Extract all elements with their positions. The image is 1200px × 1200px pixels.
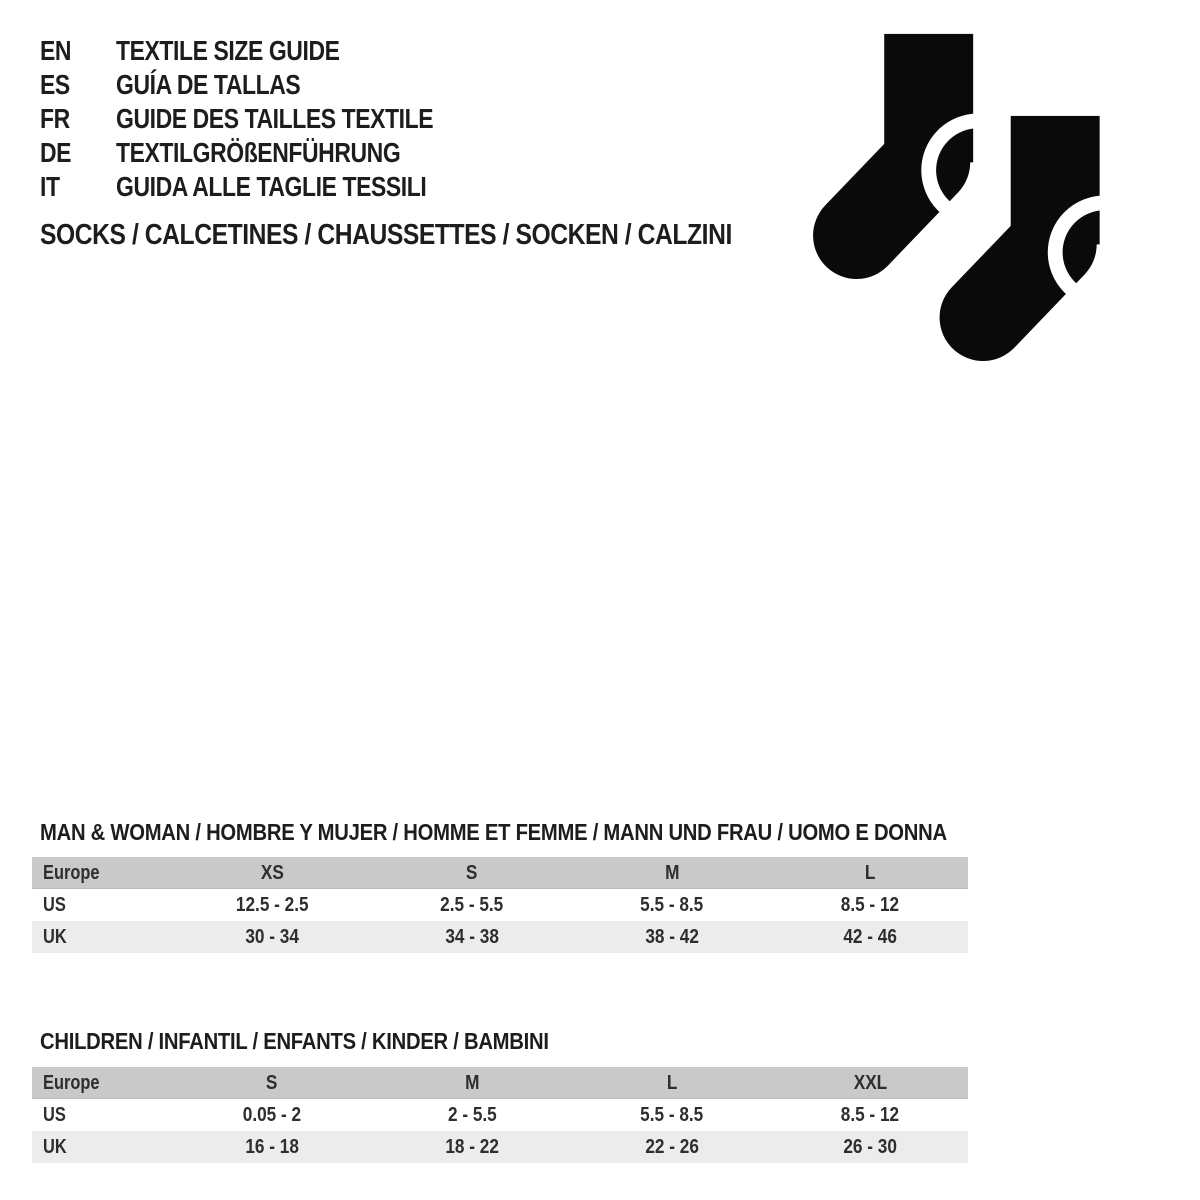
size-cell: 2 - 5.5: [447, 1104, 497, 1126]
size-cell: 22 - 26: [645, 1136, 699, 1158]
lang-row-es: [40, 68, 503, 102]
lang-row-it: [40, 170, 503, 204]
table-row-uk: [32, 1131, 968, 1163]
col-header-size: XS: [260, 861, 284, 884]
guide-title-en: TEXTILE SIZE GUIDE: [116, 35, 340, 66]
lang-code: EN: [40, 35, 72, 66]
section-heading-man-woman: MAN & WOMAN / HOMBRE Y MUJER / HOMME ET FEMME / MANN UND FRAU / UOMO E DONNA: [40, 819, 947, 845]
size-cell: 2.5 - 5.5: [440, 894, 504, 916]
guide-title-it: GUIDA ALLE TAGLIE TESSILI: [116, 171, 427, 202]
size-cell: 5.5 - 8.5: [640, 894, 704, 916]
table-row-us: [32, 889, 968, 921]
lang-row-en: [40, 34, 503, 68]
col-header-region: Europe: [43, 861, 100, 884]
table-header-row: [32, 857, 968, 889]
guide-title-fr: GUIDE DES TAILLES TEXTILE: [116, 103, 434, 134]
size-cell: 8.5 - 12: [840, 894, 900, 916]
lang-code: DE: [40, 137, 72, 168]
row-label: UK: [43, 926, 67, 948]
row-label: US: [43, 1104, 66, 1126]
guide-title-de: TEXTILGRÖßENFÜHRUNG: [116, 137, 401, 168]
col-header-size: L: [864, 861, 876, 884]
col-header-size: M: [664, 861, 680, 884]
lang-code: ES: [40, 69, 70, 100]
size-cell: 8.5 - 12: [840, 1104, 900, 1126]
table-row-uk: [32, 921, 968, 953]
col-header-size: L: [666, 1071, 678, 1094]
guide-title-es: GUÍA DE TALLAS: [116, 69, 301, 100]
size-cell: 18 - 22: [445, 1136, 499, 1158]
table-header-row: [32, 1067, 968, 1099]
col-header-size: S: [266, 1071, 278, 1094]
socks-icon: [810, 26, 1164, 362]
size-cell: 30 - 34: [245, 926, 299, 948]
table-row-us: [32, 1099, 968, 1131]
row-label: UK: [43, 1136, 67, 1158]
size-cell: 26 - 30: [843, 1136, 897, 1158]
lang-code: FR: [40, 103, 70, 134]
col-header-size: S: [466, 861, 478, 884]
language-title-block: [40, 34, 503, 204]
product-category-line: SOCKS / CALCETINES / CHAUSSETTES / SOCKEN / CALZINI: [40, 219, 732, 251]
size-cell: 16 - 18: [245, 1136, 299, 1158]
size-table-children: [32, 1067, 968, 1163]
size-cell: 38 - 42: [645, 926, 699, 948]
size-cell: 0.05 - 2: [242, 1104, 302, 1126]
size-cell: 34 - 38: [445, 926, 499, 948]
col-header-size: XXL: [853, 1071, 887, 1094]
lang-code: IT: [40, 171, 60, 202]
lang-row-de: [40, 136, 503, 170]
col-header-region: Europe: [43, 1071, 100, 1094]
lang-row-fr: [40, 102, 503, 136]
size-cell: 42 - 46: [843, 926, 897, 948]
size-cell: 5.5 - 8.5: [640, 1104, 704, 1126]
size-table-man-woman: [32, 857, 968, 953]
col-header-size: M: [464, 1071, 480, 1094]
size-cell: 12.5 - 2.5: [235, 894, 309, 916]
row-label: US: [43, 894, 66, 916]
section-heading-children: CHILDREN / INFANTIL / ENFANTS / KINDER / BAMBINI: [40, 1028, 549, 1054]
